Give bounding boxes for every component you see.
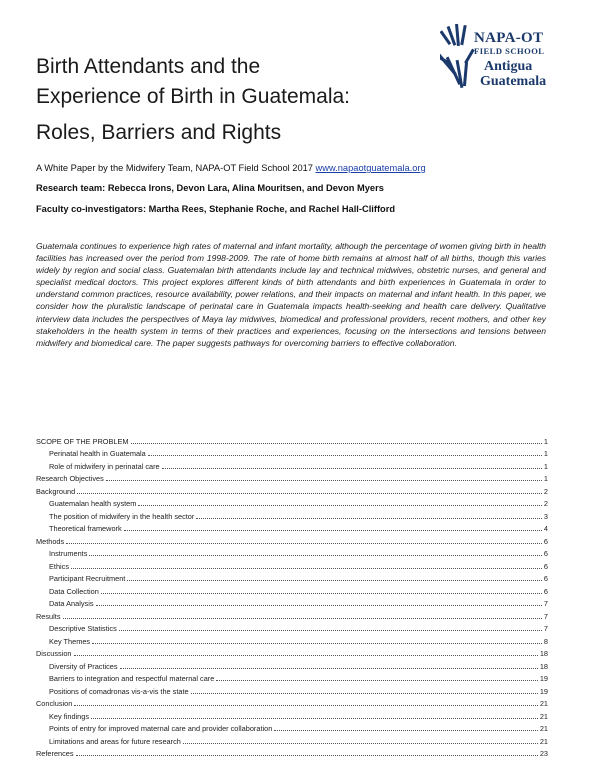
toc-entry-label: Points of entry for improved maternal care and provider collaboration [49,724,273,733]
toc-entry-label: Descriptive Statistics [49,624,117,633]
toc-entry[interactable] [36,722,548,735]
table-of-contents [36,434,548,759]
toc-entry[interactable] [36,597,548,610]
toc-entry-label: Key findings [49,711,90,721]
toc-entry[interactable] [36,697,548,710]
faculty-co-investigators: Faculty co-investigators: Martha Rees, Stephanie Roche, and Rachel Hall-Clifford [36,204,396,214]
toc-entry[interactable] [36,684,548,697]
toc-entry-page: 8 [543,636,548,646]
toc-entry[interactable] [36,459,548,472]
title-line-3: Roles, Barriers and Rights [36,121,282,144]
toc-entry-label: The position of midwifery in the health sector [49,511,195,521]
toc-entry-page: 7 [543,624,548,633]
toc-entry-label: Conclusion [36,699,73,708]
toc-entry-page: 4 [543,524,548,533]
toc-leader-dots [71,568,542,569]
toc-entry-label: Results [36,611,61,621]
toc-leader-dots [124,530,542,531]
toc-entry-page: 6 [543,561,548,571]
toc-leader-dots [274,730,538,731]
toc-entry[interactable] [36,622,548,635]
toc-entry-page: 1 [543,436,548,446]
toc-entry[interactable] [36,634,548,647]
toc-entry-label: Key Themes [49,636,91,646]
toc-entry[interactable] [36,497,548,510]
toc-entry-label: Diversity of Practices [49,661,118,671]
toc-entry-page: 1 [543,461,548,471]
toc-entry-label: Background [36,486,76,496]
logo-line-1: NAPA-OT [474,30,544,46]
toc-entry-label: Positions of comadronas vis-a-vis the state [49,686,189,696]
toc-leader-dots [66,543,542,544]
toc-entry-label: SCOPE OF THE PROBLEM [36,436,129,446]
toc-leader-dots [89,555,542,556]
toc-entry[interactable] [36,659,548,672]
toc-leader-dots [119,630,542,631]
toc-entry-label: Data Analysis [49,599,94,608]
toc-leader-dots [216,680,538,681]
toc-entry-page: 7 [543,611,548,621]
toc-entry-label: Data Collection [49,586,99,596]
toc-leader-dots [131,443,542,444]
toc-leader-dots [196,518,542,519]
toc-leader-dots [101,593,542,594]
toc-leader-dots [74,655,538,656]
toc-entry[interactable] [36,584,548,597]
toc-entry-label: Perinatal health in Guatemala [49,449,146,458]
toc-entry-label: Role of midwifery in perinatal care [49,461,160,471]
title-line-2: Experience of Birth in Guatemala: [36,85,350,108]
toc-entry[interactable] [36,509,548,522]
toc-entry-label: Discussion [36,649,72,658]
toc-entry-page: 18 [539,649,548,658]
toc-leader-dots [91,718,538,719]
toc-entry[interactable] [36,709,548,722]
toc-entry-label: Guatemalan health system [49,499,137,508]
toc-leader-dots [76,755,538,756]
toc-entry-page: 19 [539,686,548,696]
toc-entry-label: Research Objectives [36,474,104,483]
toc-entry-page: 6 [543,586,548,596]
toc-leader-dots [148,455,542,456]
toc-entry-label: Ethics [49,561,69,571]
toc-leader-dots [183,743,538,744]
paper-title [36,52,436,148]
toc-leader-dots [120,668,538,669]
toc-entry-label: Methods [36,536,65,546]
toc-entry[interactable] [36,522,548,535]
toc-entry[interactable] [36,484,548,497]
toc-leader-dots [106,480,542,481]
subtitle [36,163,426,173]
toc-entry-page: 21 [539,724,548,733]
toc-entry-label: Limitations and areas for future research [49,736,181,746]
toc-leader-dots [191,693,538,694]
toc-entry-label: Participant Recruitment [49,574,126,583]
toc-entry-page: 1 [543,474,548,483]
title-line-1: Birth Attendants and the [36,55,261,78]
toc-leader-dots [96,605,542,606]
toc-entry[interactable] [36,572,548,585]
toc-entry-label: Instruments [49,549,88,558]
toc-entry[interactable] [36,559,548,572]
toc-entry[interactable] [36,672,548,685]
toc-entry-page: 2 [543,499,548,508]
toc-entry[interactable] [36,547,548,560]
toc-entry-label: Theoretical framework [49,524,122,533]
toc-leader-dots [92,643,542,644]
toc-entry[interactable] [36,434,548,447]
toc-entry-label: Barriers to integration and respectful maternal care [49,674,215,683]
toc-leader-dots [74,705,537,706]
toc-entry-page: 19 [539,674,548,683]
toc-leader-dots [63,618,542,619]
toc-entry[interactable] [36,447,548,460]
toc-entry[interactable] [36,472,548,485]
toc-entry-page: 1 [543,449,548,458]
toc-entry-page: 2 [543,486,548,496]
toc-entry-label: References [36,749,74,758]
logo-line-4: Guatemala [480,74,547,89]
research-team: Research team: Rebecca Irons, Devon Lara, Alina Mouritsen, and Devon Myers [36,183,384,193]
toc-entry-page: 3 [543,511,548,521]
toc-entry-page: 6 [543,549,548,558]
toc-entry-page: 7 [543,599,548,608]
toc-entry-page: 18 [539,661,548,671]
logo-line-3: Antigua [484,59,533,74]
toc-entry-page: 21 [539,711,548,721]
abstract: Guatemala continues to experience high rates of maternal and infant mortality, although the percentage of women giving birth in health facilities has increased over the period from 1998-2009. The rate of home birth remains at almost half of all births, though this varies widely by region and social class. Guatemalan birth attendants include lay and technical midwives, obstetric nurses, and general and specialist medical doctors. This project explores different kinds of birth attendants and birth experiences in Guatemala in order to understand common practices, resource availability, power relations, and their impacts on maternal and infant health. In this paper, we consider how the pluralistic landscape of perinatal care in Guatemala impacts health-seeking and health care delivery. Qualitative interview data includes the perspectives of Maya lay midwives, biomedical and professional providers, recent mothers, and other key stakeholders in the health system in terms of their practices and experiences, focusing on the intersections and tensions between midwifery and biomedical care. The paper suggests pathways for overcoming barriers to effective collaboration. [36,241,546,348]
toc-entry-page: 23 [539,749,548,758]
logo-line-2: FIELD SCHOOL [474,46,545,56]
toc-leader-dots [127,580,542,581]
toc-entry-page: 6 [543,574,548,583]
toc-leader-dots [77,493,542,494]
toc-entry[interactable] [36,609,548,622]
toc-entry[interactable] [36,747,548,760]
toc-entry[interactable] [36,734,548,747]
napa-ot-logo-text [474,30,546,89]
toc-entry-page: 6 [543,536,548,546]
website-link[interactable]: www.napaotguatemala.org [315,163,426,173]
toc-entry[interactable] [36,647,548,660]
toc-entry[interactable] [36,534,548,547]
toc-leader-dots [138,505,542,506]
toc-leader-dots [162,468,542,469]
toc-entry-page: 21 [539,699,548,708]
toc-entry-page: 21 [539,736,548,746]
subtitle-text: A White Paper by the Midwifery Team, NAPA-OT Field School 2017 [36,163,316,173]
